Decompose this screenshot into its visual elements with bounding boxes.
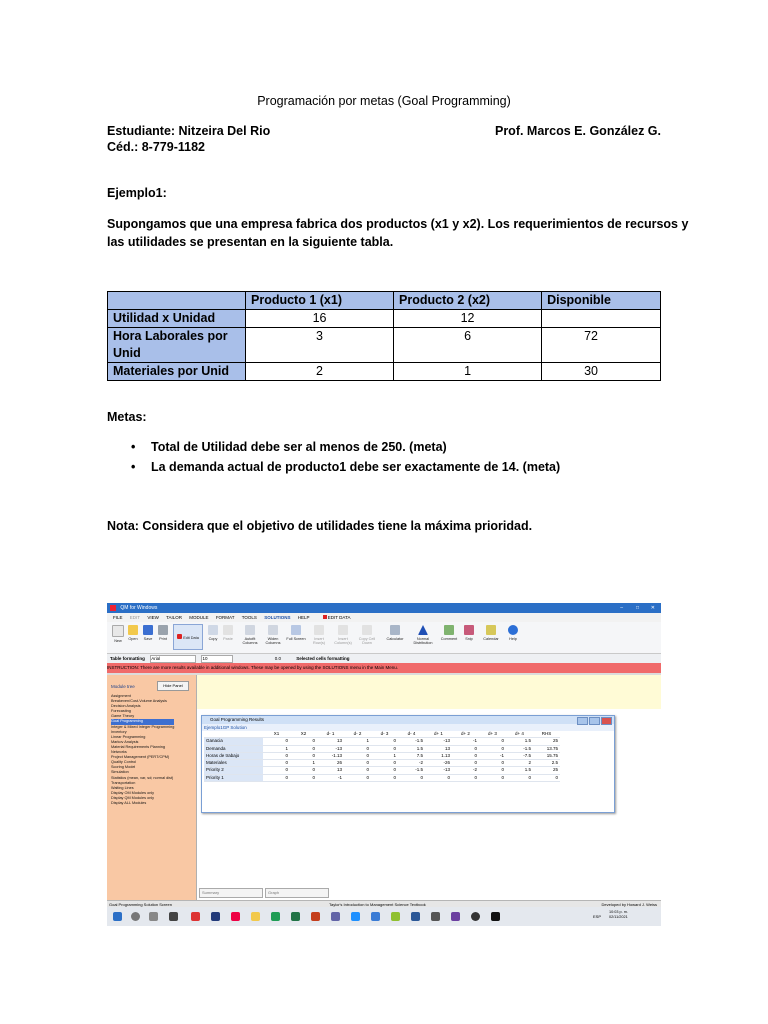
results-cell[interactable]: 2 — [506, 760, 533, 767]
clock-date: 02/11/2021 — [609, 915, 628, 919]
bullet-icon: • — [131, 460, 136, 474]
open-button[interactable] — [125, 625, 141, 641]
selected-cells-label: Selected cells formatting — [296, 656, 350, 661]
snip-button[interactable] — [461, 625, 477, 641]
app-icon[interactable] — [491, 912, 500, 921]
table-cell: 72 — [542, 328, 661, 363]
table-row — [204, 738, 560, 745]
comment-icon — [444, 625, 454, 635]
results-cell[interactable]: -1.13 — [317, 752, 344, 759]
results-cell[interactable]: -2 — [452, 767, 479, 774]
results-header-row — [204, 731, 560, 738]
professor-name: Prof. Marcos E. González G. — [494, 124, 661, 138]
qm-screenshot — [107, 603, 661, 926]
results-header-cell: d+ 3 — [479, 731, 506, 738]
results-header-cell: d- 2 — [344, 731, 371, 738]
snip-icon — [464, 625, 474, 635]
results-header-cell — [204, 731, 263, 738]
app-icon[interactable] — [271, 912, 280, 921]
row-label — [108, 328, 246, 363]
toolbar-label: Calendar — [483, 637, 499, 641]
results-cell[interactable]: -1.5 — [506, 745, 533, 752]
menu-tools[interactable]: TOOLS — [241, 615, 257, 620]
font-size-select[interactable]: 10 — [201, 655, 233, 663]
student-id: Céd.: 8-779-1182 — [107, 140, 205, 154]
results-cell[interactable]: 0 — [479, 767, 506, 774]
table-cell: 30 — [542, 363, 661, 381]
results-header-cell: d+ 2 — [452, 731, 479, 738]
results-cell[interactable]: 0 — [263, 774, 290, 781]
toolbar-label: Paste — [223, 637, 233, 641]
print-icon — [158, 625, 168, 635]
row-label-line: Hora Laborales por — [113, 329, 228, 343]
app-icon[interactable] — [371, 912, 380, 921]
results-cell[interactable]: 0 — [452, 752, 479, 759]
toolbar-label: Comment — [440, 637, 458, 641]
app-icon — [110, 605, 116, 611]
results-row-label[interactable]: Materiales — [204, 760, 263, 767]
help-icon — [508, 625, 518, 635]
toolbar-label: Open — [128, 637, 138, 641]
table-cell: 6 — [394, 328, 542, 363]
results-cell[interactable]: -1.5 — [398, 738, 425, 745]
results-cell[interactable]: 1 — [344, 738, 371, 745]
menu-view[interactable]: VIEW — [147, 615, 159, 620]
module-tree-title: Module tree — [111, 684, 135, 689]
goals-list — [107, 439, 560, 479]
results-cell[interactable]: 0 — [533, 774, 560, 781]
chrome-icon[interactable] — [231, 912, 240, 921]
word-icon[interactable] — [411, 912, 420, 921]
insert-columns-button[interactable] — [332, 625, 354, 645]
table-header-cell: Producto 1 (x1) — [246, 292, 394, 310]
edit-data-icon — [323, 615, 327, 619]
results-cell[interactable]: 13 — [425, 745, 452, 752]
toolbar — [107, 622, 661, 654]
results-cell[interactable]: 13 — [317, 738, 344, 745]
results-cell[interactable]: -1 — [452, 738, 479, 745]
goal-text: La demanda actual de producto1 debe ser exactamente de 14. (meta) — [151, 460, 561, 474]
results-cell[interactable]: 0 — [344, 774, 371, 781]
close-button[interactable]: ✕ — [650, 605, 655, 611]
toolbar-label: Help — [509, 637, 517, 641]
module-tree-panel — [107, 675, 197, 900]
windows-start-icon[interactable] — [113, 912, 122, 921]
table-row — [204, 774, 560, 781]
copy-cell-down-button[interactable] — [357, 625, 377, 645]
toolbar-label: Edit Data — [183, 636, 199, 640]
results-cell[interactable]: 0 — [263, 760, 290, 767]
results-cell[interactable]: 0 — [479, 774, 506, 781]
results-cell[interactable]: 0 — [371, 760, 398, 767]
toolbar-label: Insert Row(s) — [312, 637, 326, 645]
list-item[interactable]: Project Management (PERT/CPM) — [111, 755, 170, 760]
minimize-button[interactable]: – — [620, 605, 623, 611]
list-item[interactable]: Material Requirements Planning — [111, 744, 166, 749]
results-header-cell: d- 1 — [317, 731, 344, 738]
results-cell[interactable]: -13 — [317, 745, 344, 752]
results-cell[interactable]: 0 — [398, 774, 425, 781]
results-cell[interactable]: 15.75 — [533, 752, 560, 759]
app-icon[interactable] — [211, 912, 220, 921]
table-row — [204, 752, 560, 759]
intro-line-2: las utilidades se presentan en la siguiente tabla. — [107, 235, 394, 249]
status-center: Taylor's Introduction to Management Science Textbook — [329, 902, 426, 907]
save-icon — [143, 625, 153, 635]
task-view-icon[interactable] — [149, 912, 158, 921]
results-cell[interactable]: -1.5 — [398, 767, 425, 774]
help-button[interactable] — [505, 625, 521, 641]
list-item[interactable]: Forecasting — [111, 709, 131, 714]
list-item[interactable]: Markov Analysis — [111, 739, 139, 744]
results-cell[interactable]: 0 — [425, 774, 452, 781]
status-right: Developed by Howard J. Weiss — [601, 902, 657, 907]
toolbar-label: Save — [143, 637, 153, 641]
row-label: Materiales por Unid — [108, 363, 246, 381]
open-icon — [128, 625, 138, 635]
list-item[interactable]: Assignment — [111, 694, 131, 698]
toolbar-label: Copy — [208, 637, 218, 641]
results-table — [204, 731, 560, 782]
edit-data-icon — [177, 634, 182, 639]
toolbar-label: Print — [159, 637, 167, 641]
calendar-icon — [486, 625, 496, 635]
autofit-icon — [245, 625, 255, 635]
table-header-row — [108, 292, 661, 310]
insert-rows-button[interactable] — [309, 625, 329, 645]
font-select[interactable]: Arial — [150, 655, 196, 663]
list-item[interactable]: Waiting Lines — [111, 785, 134, 790]
results-cell[interactable]: 0 — [290, 745, 317, 752]
clock-time: 10:03 p. m. — [609, 910, 628, 914]
results-cell[interactable]: -13 — [425, 738, 452, 745]
list-item[interactable]: Linear Programming — [111, 734, 146, 739]
list-item[interactable]: Integer & Mixed Integer Programming — [111, 724, 175, 729]
tab-graph[interactable]: Graph — [265, 888, 329, 898]
results-cell[interactable]: 0 — [344, 760, 371, 767]
app-icon[interactable] — [451, 912, 460, 921]
table-row — [204, 745, 560, 752]
results-header-cell: d- 3 — [371, 731, 398, 738]
results-cell[interactable]: 0 — [371, 738, 398, 745]
results-header-cell: d+ 1 — [425, 731, 452, 738]
maximize-button[interactable]: □ — [635, 605, 639, 611]
results-window-controls — [576, 717, 612, 727]
paste-icon — [223, 625, 233, 635]
results-header-cell: d+ 4 — [506, 731, 533, 738]
hide-panel-button[interactable]: Hide Panel — [157, 681, 189, 691]
app-icon[interactable] — [431, 912, 440, 921]
widen-button[interactable] — [263, 625, 283, 645]
results-header-cell: X1 — [263, 731, 290, 738]
toolbar-label: Insert Column(s) — [334, 637, 352, 645]
results-cell[interactable]: 0 — [371, 774, 398, 781]
copy-cell-down-icon — [362, 625, 372, 635]
notes-area[interactable] — [197, 675, 661, 710]
menu-file[interactable]: FILE — [113, 615, 123, 620]
app-icon[interactable] — [351, 912, 360, 921]
menu-tailor[interactable]: TAILOR — [166, 615, 183, 620]
results-cell[interactable]: 0 — [263, 752, 290, 759]
full-screen-button[interactable] — [286, 625, 306, 641]
table-row — [108, 310, 661, 328]
results-cell[interactable]: 0 — [452, 774, 479, 781]
table-row — [108, 328, 661, 363]
copy-button[interactable] — [205, 625, 221, 641]
teams-icon[interactable] — [331, 912, 340, 921]
menu-edit[interactable]: EDIT — [129, 615, 141, 620]
excel-icon[interactable] — [291, 912, 300, 921]
results-cell[interactable]: 0 — [479, 760, 506, 767]
document-title: Programación por metas (Goal Programming) — [257, 94, 511, 108]
results-cell[interactable]: -1 — [479, 752, 506, 759]
toolbar-label: Normal Distribution — [413, 637, 433, 645]
row-label-line: Unid — [113, 346, 141, 360]
results-header-cell: RHS — [533, 731, 560, 738]
results-cell[interactable]: 0 — [371, 767, 398, 774]
insert-rows-icon — [314, 625, 324, 635]
menu-edit-data[interactable]: EDIT DATA — [317, 613, 351, 622]
widen-icon — [268, 625, 278, 635]
results-cell[interactable]: 0 — [290, 752, 317, 759]
calculator-icon — [390, 625, 400, 635]
results-window — [201, 715, 615, 813]
full-screen-icon — [291, 625, 301, 635]
table-cell — [542, 310, 661, 328]
store-icon[interactable] — [169, 912, 178, 921]
goal-text: Total de Utilidad debe ser al menos de 250. (meta) — [151, 440, 447, 454]
list-item — [107, 459, 560, 479]
menu-module[interactable]: MODULE — [189, 615, 209, 620]
list-item[interactable]: Breakeven/Cost-Volume Analysis — [111, 699, 167, 704]
toolbar-label: Autofit Columns — [242, 637, 258, 645]
list-item[interactable]: Decision Analysis — [111, 704, 141, 709]
menu-format[interactable]: FORMAT — [215, 615, 235, 620]
module-list — [111, 694, 174, 806]
results-cell[interactable]: 0 — [290, 738, 317, 745]
powerpoint-icon[interactable] — [311, 912, 320, 921]
results-subtitle: Ejemplo1GP Solution — [202, 724, 614, 731]
status-left: Goal Programming Solution Screen — [109, 902, 172, 907]
results-cell[interactable]: 1 — [290, 760, 317, 767]
insert-columns-icon — [338, 625, 348, 635]
table-cell: 1 — [394, 363, 542, 381]
autofit-button[interactable] — [240, 625, 260, 645]
table-row — [204, 760, 560, 767]
list-item[interactable]: Game Theory — [111, 714, 135, 719]
results-cell[interactable]: -7.5 — [506, 752, 533, 759]
results-cell[interactable]: 26 — [317, 760, 344, 767]
toolbar-label: Widen Columns — [265, 637, 281, 645]
toolbar-label: Snip — [465, 637, 473, 641]
list-item[interactable]: Display QM Modules only — [111, 795, 155, 800]
results-cell[interactable]: 0 — [290, 774, 317, 781]
results-cell[interactable]: 25 — [533, 767, 560, 774]
menu-help[interactable]: HELP — [297, 615, 310, 620]
results-header-cell: X2 — [290, 731, 317, 738]
results-cell[interactable]: 0 — [452, 760, 479, 767]
normal-distribution-button[interactable] — [410, 625, 436, 645]
calculator-button[interactable] — [385, 625, 405, 641]
results-cell[interactable]: -26 — [425, 760, 452, 767]
table-header-cell — [108, 292, 246, 310]
note-text: Nota: Considera que el objetivo de utilidades tiene la máxima prioridad. — [107, 519, 533, 533]
row-label: Utilidad x Unidad — [108, 310, 246, 328]
results-cell[interactable]: 1 — [263, 745, 290, 752]
format-bar — [107, 654, 661, 663]
results-row-label[interactable]: Horas de trabajo — [204, 752, 263, 759]
list-item[interactable]: Goal Programming — [111, 719, 174, 724]
table-formatting-label: Table formatting — [110, 656, 145, 661]
toolbar-label: New — [114, 639, 122, 643]
results-cell[interactable]: 0 — [371, 745, 398, 752]
new-icon — [112, 625, 124, 637]
results-cell[interactable]: -2 — [398, 760, 425, 767]
results-cell[interactable]: 1.5 — [506, 767, 533, 774]
results-cell[interactable]: 0 — [290, 767, 317, 774]
requirements-table — [107, 291, 661, 381]
results-cell[interactable]: 1 — [371, 752, 398, 759]
results-row-label[interactable]: Priority 1 — [204, 774, 263, 781]
results-cell[interactable]: 25 — [533, 738, 560, 745]
bullet-icon: • — [131, 440, 136, 454]
list-item[interactable]: Scoring Model — [111, 765, 136, 770]
close-icon[interactable] — [601, 717, 612, 725]
table-cell: 16 — [246, 310, 394, 328]
results-row-label[interactable]: Ganacia — [204, 738, 263, 745]
results-cell[interactable]: 7.5 — [398, 752, 425, 759]
language-indicator[interactable]: ESP — [593, 914, 602, 919]
print-button[interactable] — [155, 625, 171, 641]
results-window-title: Goal Programming Results — [202, 716, 614, 724]
menu-solutions[interactable]: SOLUTIONS — [264, 615, 291, 620]
file-explorer-icon[interactable] — [251, 912, 260, 921]
app-icon[interactable] — [471, 912, 480, 921]
results-cell[interactable]: 2.5 — [533, 760, 560, 767]
results-cell[interactable]: 1.5 — [398, 745, 425, 752]
app-icon[interactable] — [391, 912, 400, 921]
table-cell: 3 — [246, 328, 394, 363]
results-cell[interactable]: 13 — [317, 767, 344, 774]
results-cell[interactable]: 1.13 — [425, 752, 452, 759]
results-cell[interactable]: 0 — [344, 752, 371, 759]
windows-taskbar — [107, 907, 661, 926]
output-tabs — [199, 888, 331, 898]
table-header-cell: Disponible — [542, 292, 661, 310]
edit-data-button[interactable] — [173, 624, 203, 650]
window-title: QM for Windows — [120, 605, 158, 611]
toolbar-label: Calculator — [386, 637, 404, 641]
results-cell[interactable]: 0 — [479, 745, 506, 752]
tab-summary[interactable]: Summary — [199, 888, 263, 898]
instruction-banner: INSTRUCTION: There are more results available in additional windows. These may be opened by using the SOLUTIONS menu in the Main Menu. — [107, 663, 661, 673]
comment-button[interactable] — [439, 625, 459, 641]
table-row — [108, 363, 661, 381]
window-titlebar — [107, 603, 661, 613]
save-button[interactable] — [140, 625, 156, 641]
app-icon[interactable] — [191, 912, 200, 921]
table-header-cell: Producto 2 (x2) — [394, 292, 542, 310]
results-cell[interactable]: -1 — [317, 774, 344, 781]
new-button[interactable] — [110, 625, 126, 643]
results-row-label[interactable]: Priority 2 — [204, 767, 263, 774]
list-item[interactable]: Display OM Modules only — [111, 790, 155, 795]
results-cell[interactable]: 0 — [452, 745, 479, 752]
table-row — [204, 767, 560, 774]
results-cell[interactable]: -13 — [425, 767, 452, 774]
results-cell[interactable]: 0 — [344, 745, 371, 752]
intro-line-1: Supongamos que una empresa fabrica dos productos (x1 y x2). Los requerimientos de recursos y — [107, 217, 689, 231]
results-cell[interactable]: 0 — [263, 767, 290, 774]
results-cell[interactable]: 0 — [344, 767, 371, 774]
clock[interactable] — [609, 910, 628, 920]
results-row-label[interactable]: Demanda — [204, 745, 263, 752]
student-name: Estudiante: Nitzeira Del Rio — [107, 124, 271, 138]
normal-distribution-icon — [418, 625, 428, 635]
results-cell[interactable]: 0 — [263, 738, 290, 745]
search-icon[interactable] — [131, 912, 140, 921]
list-item[interactable]: Transportation — [111, 780, 136, 785]
list-item[interactable]: Display ALL Modules — [111, 800, 147, 805]
example-heading: Ejemplo1: — [107, 186, 167, 200]
results-cell[interactable]: 0 — [506, 774, 533, 781]
results-header-cell: d- 4 — [398, 731, 425, 738]
list-item[interactable]: Inventory — [111, 729, 127, 734]
paste-button[interactable] — [220, 625, 236, 641]
list-item[interactable]: Networks — [111, 750, 127, 755]
menu-bar — [107, 613, 661, 622]
list-item — [107, 439, 560, 459]
results-cell[interactable]: 0 — [479, 738, 506, 745]
results-cell[interactable]: 13.75 — [533, 745, 560, 752]
goals-heading: Metas: — [107, 410, 147, 424]
decimals-value[interactable]: 0.0 — [274, 656, 281, 661]
list-item[interactable]: Quality Control — [111, 760, 137, 765]
toolbar-label: Copy Cell Down — [358, 637, 376, 645]
list-item[interactable]: Simulation — [111, 770, 129, 775]
minimize-icon[interactable] — [577, 717, 588, 725]
table-cell: 2 — [246, 363, 394, 381]
results-cell[interactable]: 1.5 — [506, 738, 533, 745]
table-cell: 12 — [394, 310, 542, 328]
list-item[interactable]: Statistics (mean, var, sd; normal dist) — [111, 775, 174, 780]
copy-icon — [208, 625, 218, 635]
calendar-button[interactable] — [481, 625, 501, 641]
toolbar-label: Full Screen — [286, 637, 306, 641]
maximize-icon[interactable] — [589, 717, 600, 725]
